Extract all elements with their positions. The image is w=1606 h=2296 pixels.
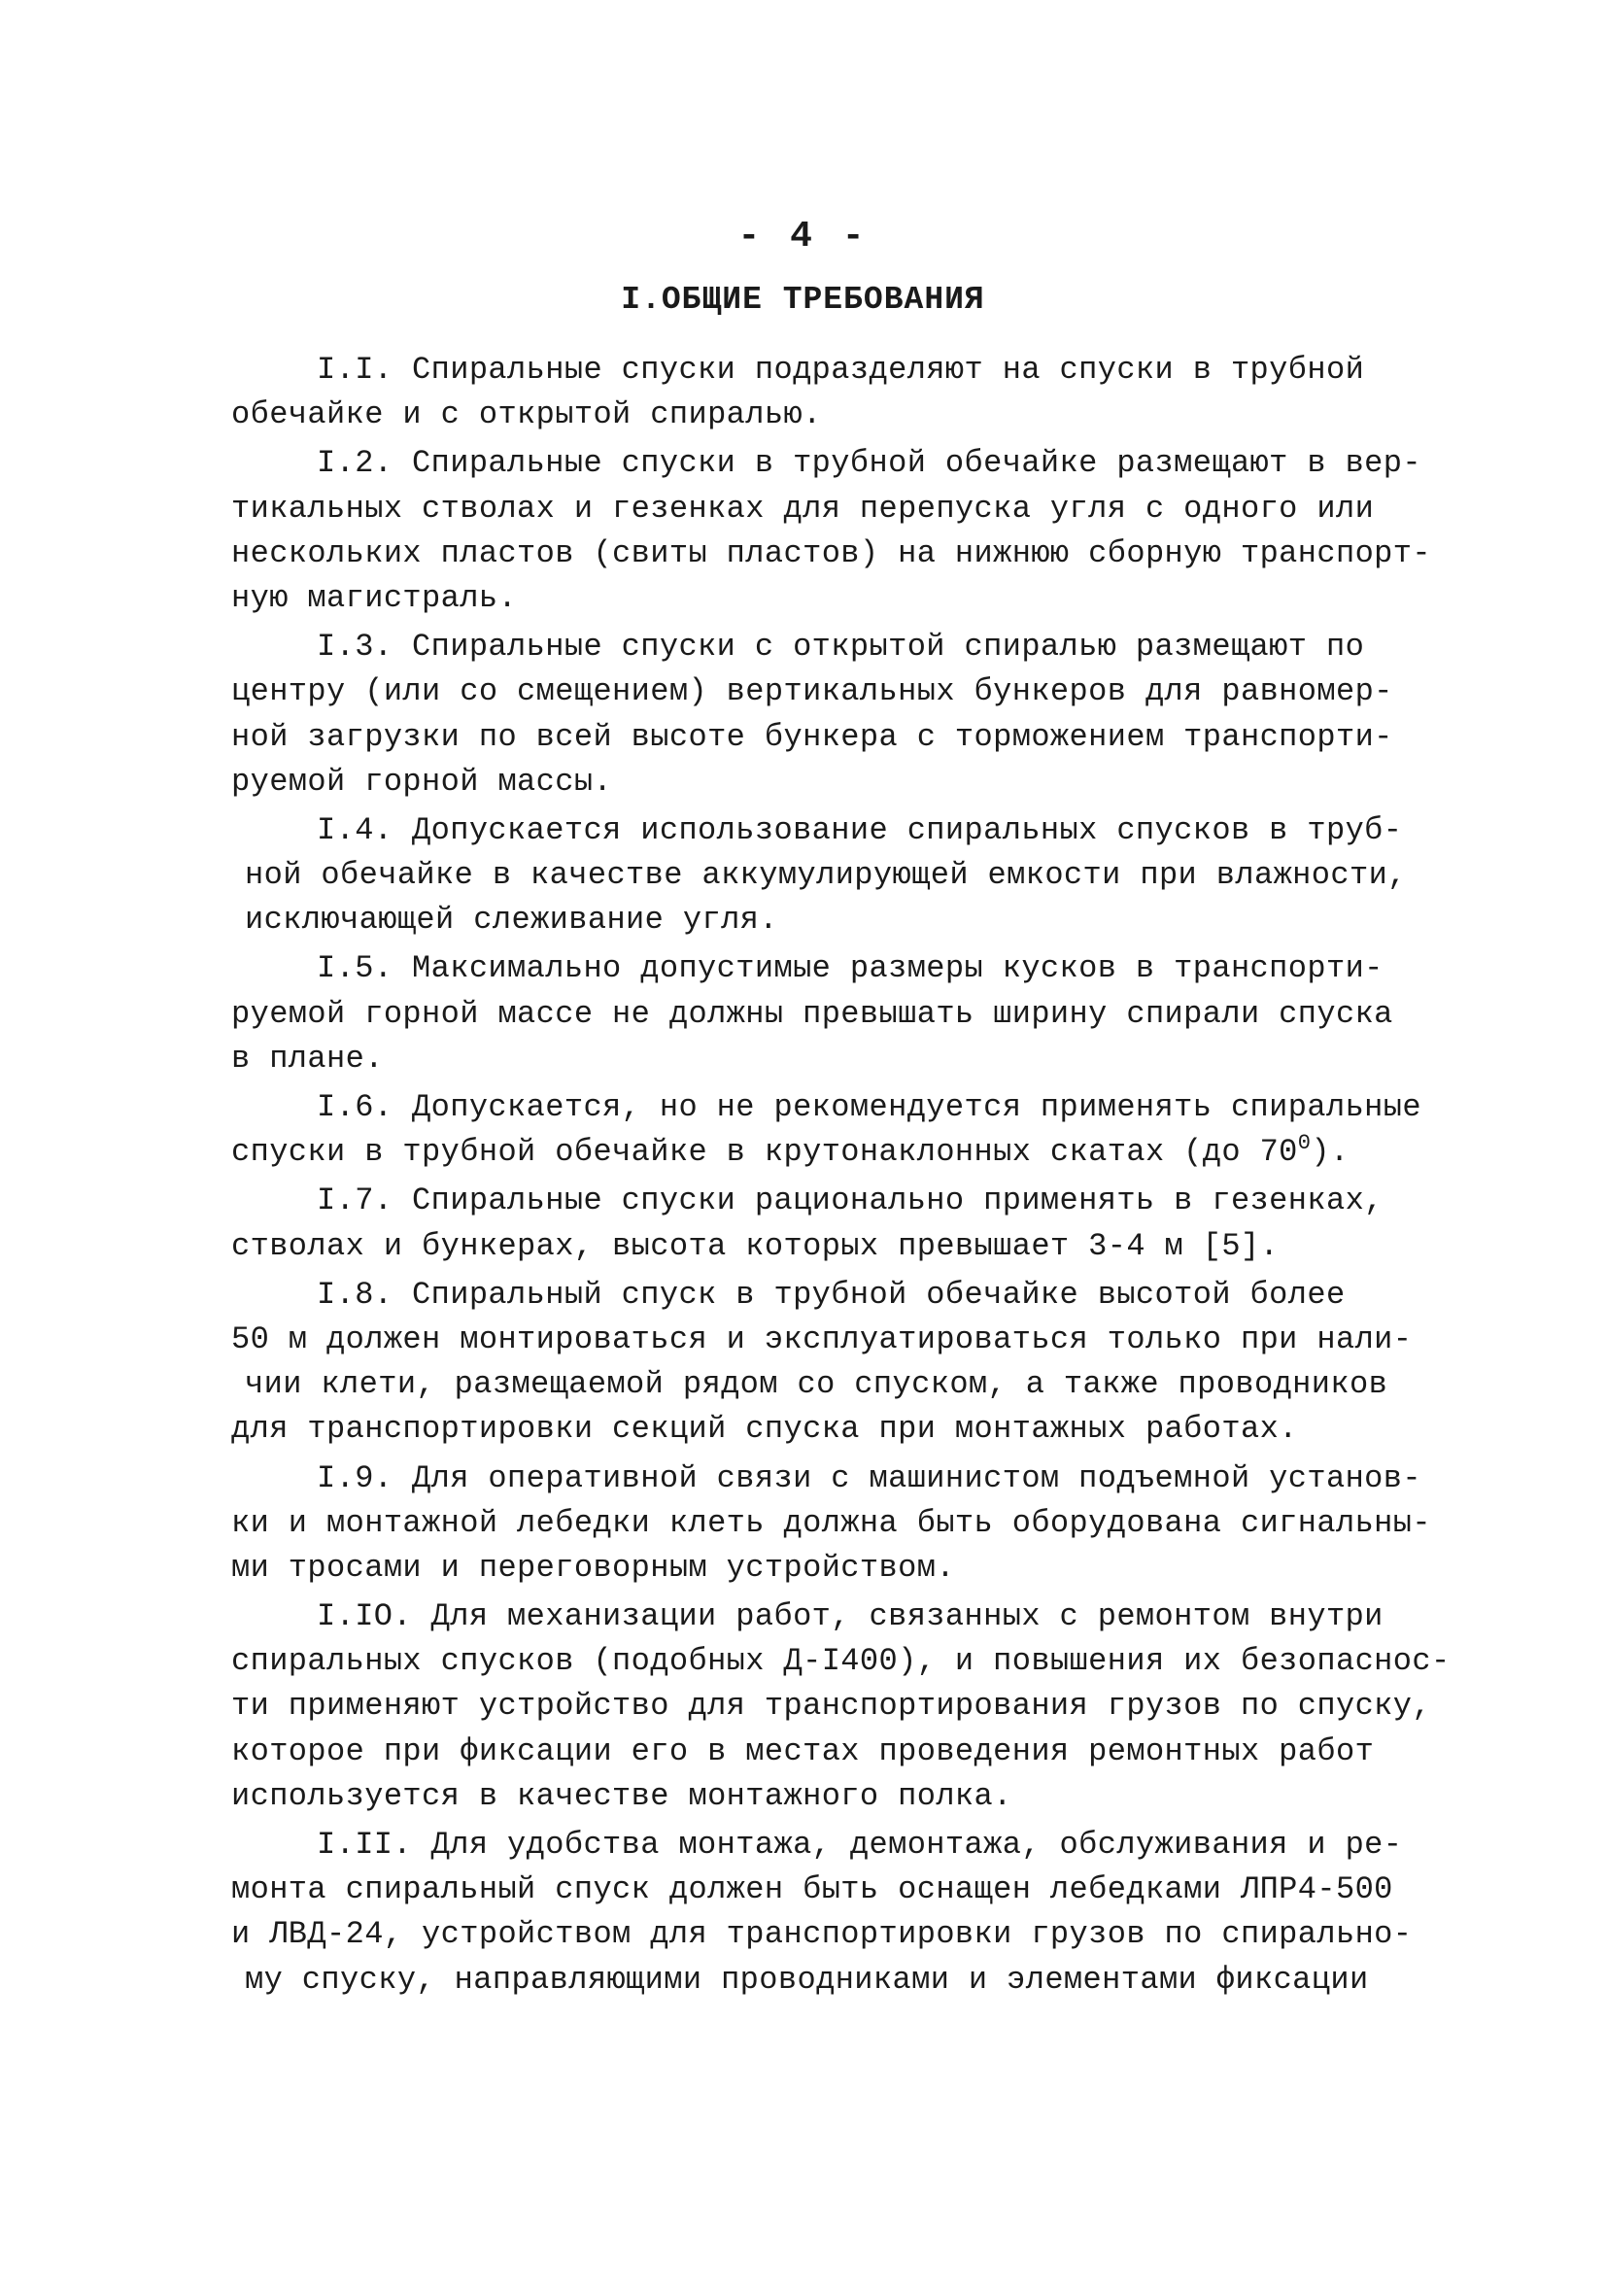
text-line: которое при фиксации его в местах проведения ремонтных работ — [231, 1732, 1375, 1769]
text-line: исключающей слеживание угля. — [245, 902, 778, 939]
paragraph-1-5 — [231, 946, 1393, 1081]
paragraph-1-6 — [231, 1085, 1421, 1175]
text-line: нескольких пластов (свиты пластов) на нижнюю сборную транспорт- — [231, 534, 1431, 571]
text-line: I.7. Спиральные спуски рационально применять в гезенках, — [317, 1182, 1384, 1219]
text-line: ную магистраль. — [231, 579, 518, 616]
text-line-tail: ). — [1311, 1134, 1350, 1171]
text-line: му спуску, направляющими проводниками и элементами фиксации — [245, 1961, 1369, 1998]
text-line: ной загрузки по всей высоте бункера с торможением транспорти- — [231, 718, 1393, 755]
text-line: руемой горной массе не должны превышать ширину спирали спуска — [231, 995, 1393, 1032]
text-line: ми тросами и переговорным устройством. — [231, 1549, 955, 1586]
text-line: I.4. Допускается использование спиральных спусков в труб- — [317, 811, 1403, 848]
text-line: I.2. Спиральные спуски в трубной обечайке размещают в вер- — [317, 445, 1421, 482]
text-line: I.9. Для оперативной связи с машинистом подъемной установ- — [317, 1459, 1421, 1496]
text-line: тикальных стволах и гезенках для перепуска угля с одного или — [231, 490, 1375, 527]
text-line-main: спуски в трубной обечайке в крутонаклонных скатах (до 70 — [231, 1134, 1298, 1171]
text-line: 50 м должен монтироваться и эксплуатироваться только при нали- — [231, 1320, 1413, 1357]
paragraph-1-3 — [231, 625, 1393, 805]
text-line: монта спиральный спуск должен быть оснащен лебедками ЛПР4-500 — [231, 1871, 1393, 1908]
text-line: ки и монтажной лебедки клеть должна быть оборудована сигнальны- — [231, 1504, 1431, 1541]
text-line: I.8. Спиральный спуск в трубной обечайке высотой более — [317, 1276, 1346, 1313]
text-line: чии клети, размещаемой рядом со спуском, а также проводников — [245, 1366, 1388, 1403]
text-line: руемой горной массы. — [231, 763, 613, 800]
text-line: I.5. Максимально допустимые размеры кусков в транспорти- — [317, 950, 1384, 987]
text-line: I.6. Допускается, но не рекомендуется применять спиральные — [317, 1089, 1421, 1125]
text-line: спиральных спусков (подобных Д-I400), и повышения их безопаснос- — [231, 1643, 1451, 1680]
text-line: I.I. Спиральные спуски подразделяют на спуски в трубной — [317, 352, 1365, 388]
text-line: центру (или со смещением) вертикальных бункеров для равномер- — [231, 673, 1393, 710]
paragraph-1-4 — [231, 808, 1407, 943]
section-title: I.ОБЩИЕ ТРЕБОВАНИЯ — [621, 282, 985, 318]
paragraph-1-7 — [231, 1179, 1384, 1268]
text-line — [231, 1130, 1378, 1175]
text-line: в плане. — [231, 1040, 384, 1077]
page-number: - 4 - — [737, 216, 869, 257]
paragraph-1-10 — [231, 1594, 1451, 1819]
text-line: I.IO. Для механизации работ, связанных с ремонтом внутри — [317, 1598, 1384, 1635]
text-line: обечайке и с открытой спиралью. — [231, 396, 822, 433]
text-line: для транспортировки секций спуска при монтажных работах. — [231, 1411, 1298, 1448]
body-text — [231, 348, 1451, 2006]
text-line: используется в качестве монтажного полка. — [231, 1777, 1012, 1814]
text-line: I.II. Для удобства монтажа, демонтажа, обслуживания и ре- — [317, 1827, 1403, 1863]
degree-superscript: 0 — [1297, 1131, 1312, 1156]
text-line: ти применяют устройство для транспортирования грузов по спуску, — [231, 1688, 1431, 1725]
paragraph-1-1 — [231, 348, 1378, 437]
paragraph-1-8 — [231, 1273, 1413, 1453]
text-line: I.3. Спиральные спуски с открытой спиралью размещают по — [317, 629, 1365, 666]
paragraph-1-2 — [231, 441, 1431, 621]
text-line: стволах и бункерах, высота которых превышает 3-4 м [5]. — [231, 1227, 1280, 1264]
text-line: и ЛВД-24, устройством для транспортировки грузов по спирально- — [231, 1916, 1413, 1953]
text-line: ной обечайке в качестве аккумулирующей емкости при влажности, — [245, 857, 1407, 894]
paragraph-1-11 — [231, 1823, 1413, 2003]
paragraph-1-9 — [231, 1456, 1431, 1592]
